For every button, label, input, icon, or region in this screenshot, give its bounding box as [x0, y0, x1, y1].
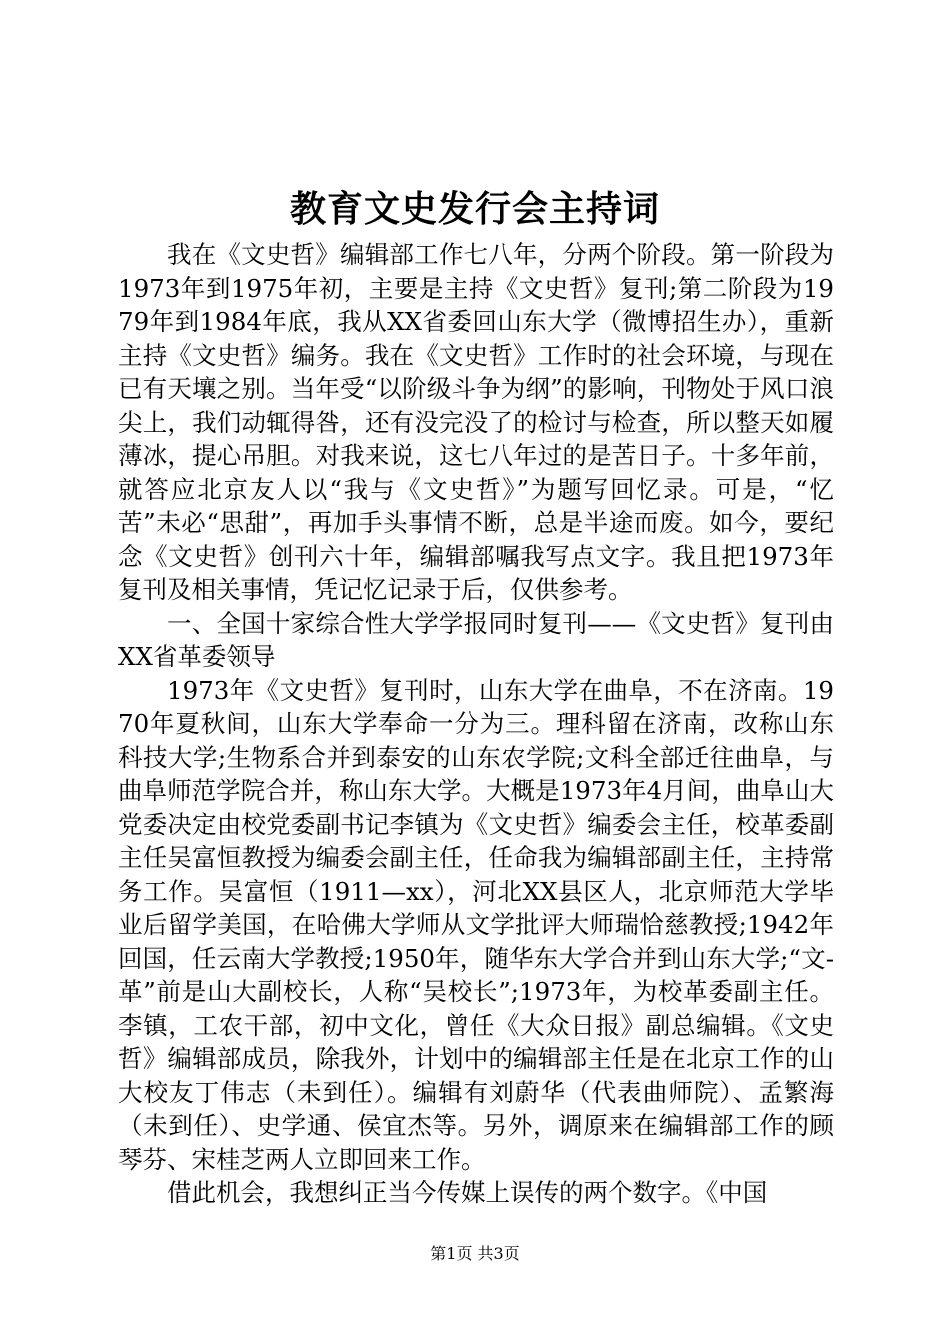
- paragraph-history: 1973年《文史哲》复刊时，山东大学在曲阜，不在济南。1970年夏秋间，山东大学奉命一分为三。理科留在济南，改称山东科技大学;生物系合并到泰安的山东农学院;文科全部迁往曲阜，与曲阜师范学院合并，称山东大学。大概是1973年4月间，曲阜山大党委决定由校党委副书记李镇为《文史哲》编委会主任，校革委副主任吴富恒教授为编委会副主任，任命我为编辑部副主任，主持常务工作。吴富恒（1911—xx），河北XX县区人，北京师范大学毕业后留学美国，在哈佛大学师从文学批评大师瑞恰慈教授;1942年回国，任云南大学教授;1950年，随华东大学合并到山东大学;“文-革”前是山大副校长，人称“吴校长”;1973年，为校革委副主任。李镇，工农干部，初中文化，曾任《大众日报》副总编辑。《文史哲》编辑部成员，除我外，计划中的编辑部主任是在北京工作的山大校友丁伟志（未到任）。编辑有刘蔚华（代表曲师院）、孟繁海（未到任）、史学通、侯宜杰等。另外，调原来在编辑部工作的顾琴芬、宋桂芝两人立即回来工作。: [118, 675, 834, 1174]
- paragraph-correction: 借此机会，我想纠正当今传媒上误传的两个数字。《中国: [167, 1178, 768, 1207]
- section-heading-1: 一、全国十家综合性大学学报同时复刊——《文史哲》复刊由XX省革委领导: [118, 608, 834, 671]
- document-title: 教育文史发行会主持词: [289, 188, 660, 230]
- page-footer: 第1页 共3页: [430, 1244, 520, 1263]
- document-body: [118, 238, 834, 1210]
- paragraph-intro: 我在《文史哲》编辑部工作七八年，分两个阶段。第一阶段为1973年到1975年初，主要是主持《文史哲》复刊;第二阶段为1979年到1984年底，我从XX省委回山东大学（微博招生办），重新主持《文史哲》编务。我在《文史哲》工作时的社会环境，与现在已有天壤之别。当年受“以阶级斗争为纲”的影响，刊物处于风口浪尖上，我们动辄得咎，还有没完没了的检讨与检查，所以整天如履薄冰，提心吊胆。对我来说，这七八年过的是苦日子。十多年前，就答应北京友人以“我与《文史哲》”为题写回忆录。可是，“忆苦”未必“思甜”，再加手头事情不断，总是半途而废。如今，要纪念《文史哲》创刊六十年，编辑部嘱我写点文字。我且把1973年复刊及相关事情，凭记忆记录于后，仅供参考。: [118, 240, 834, 604]
